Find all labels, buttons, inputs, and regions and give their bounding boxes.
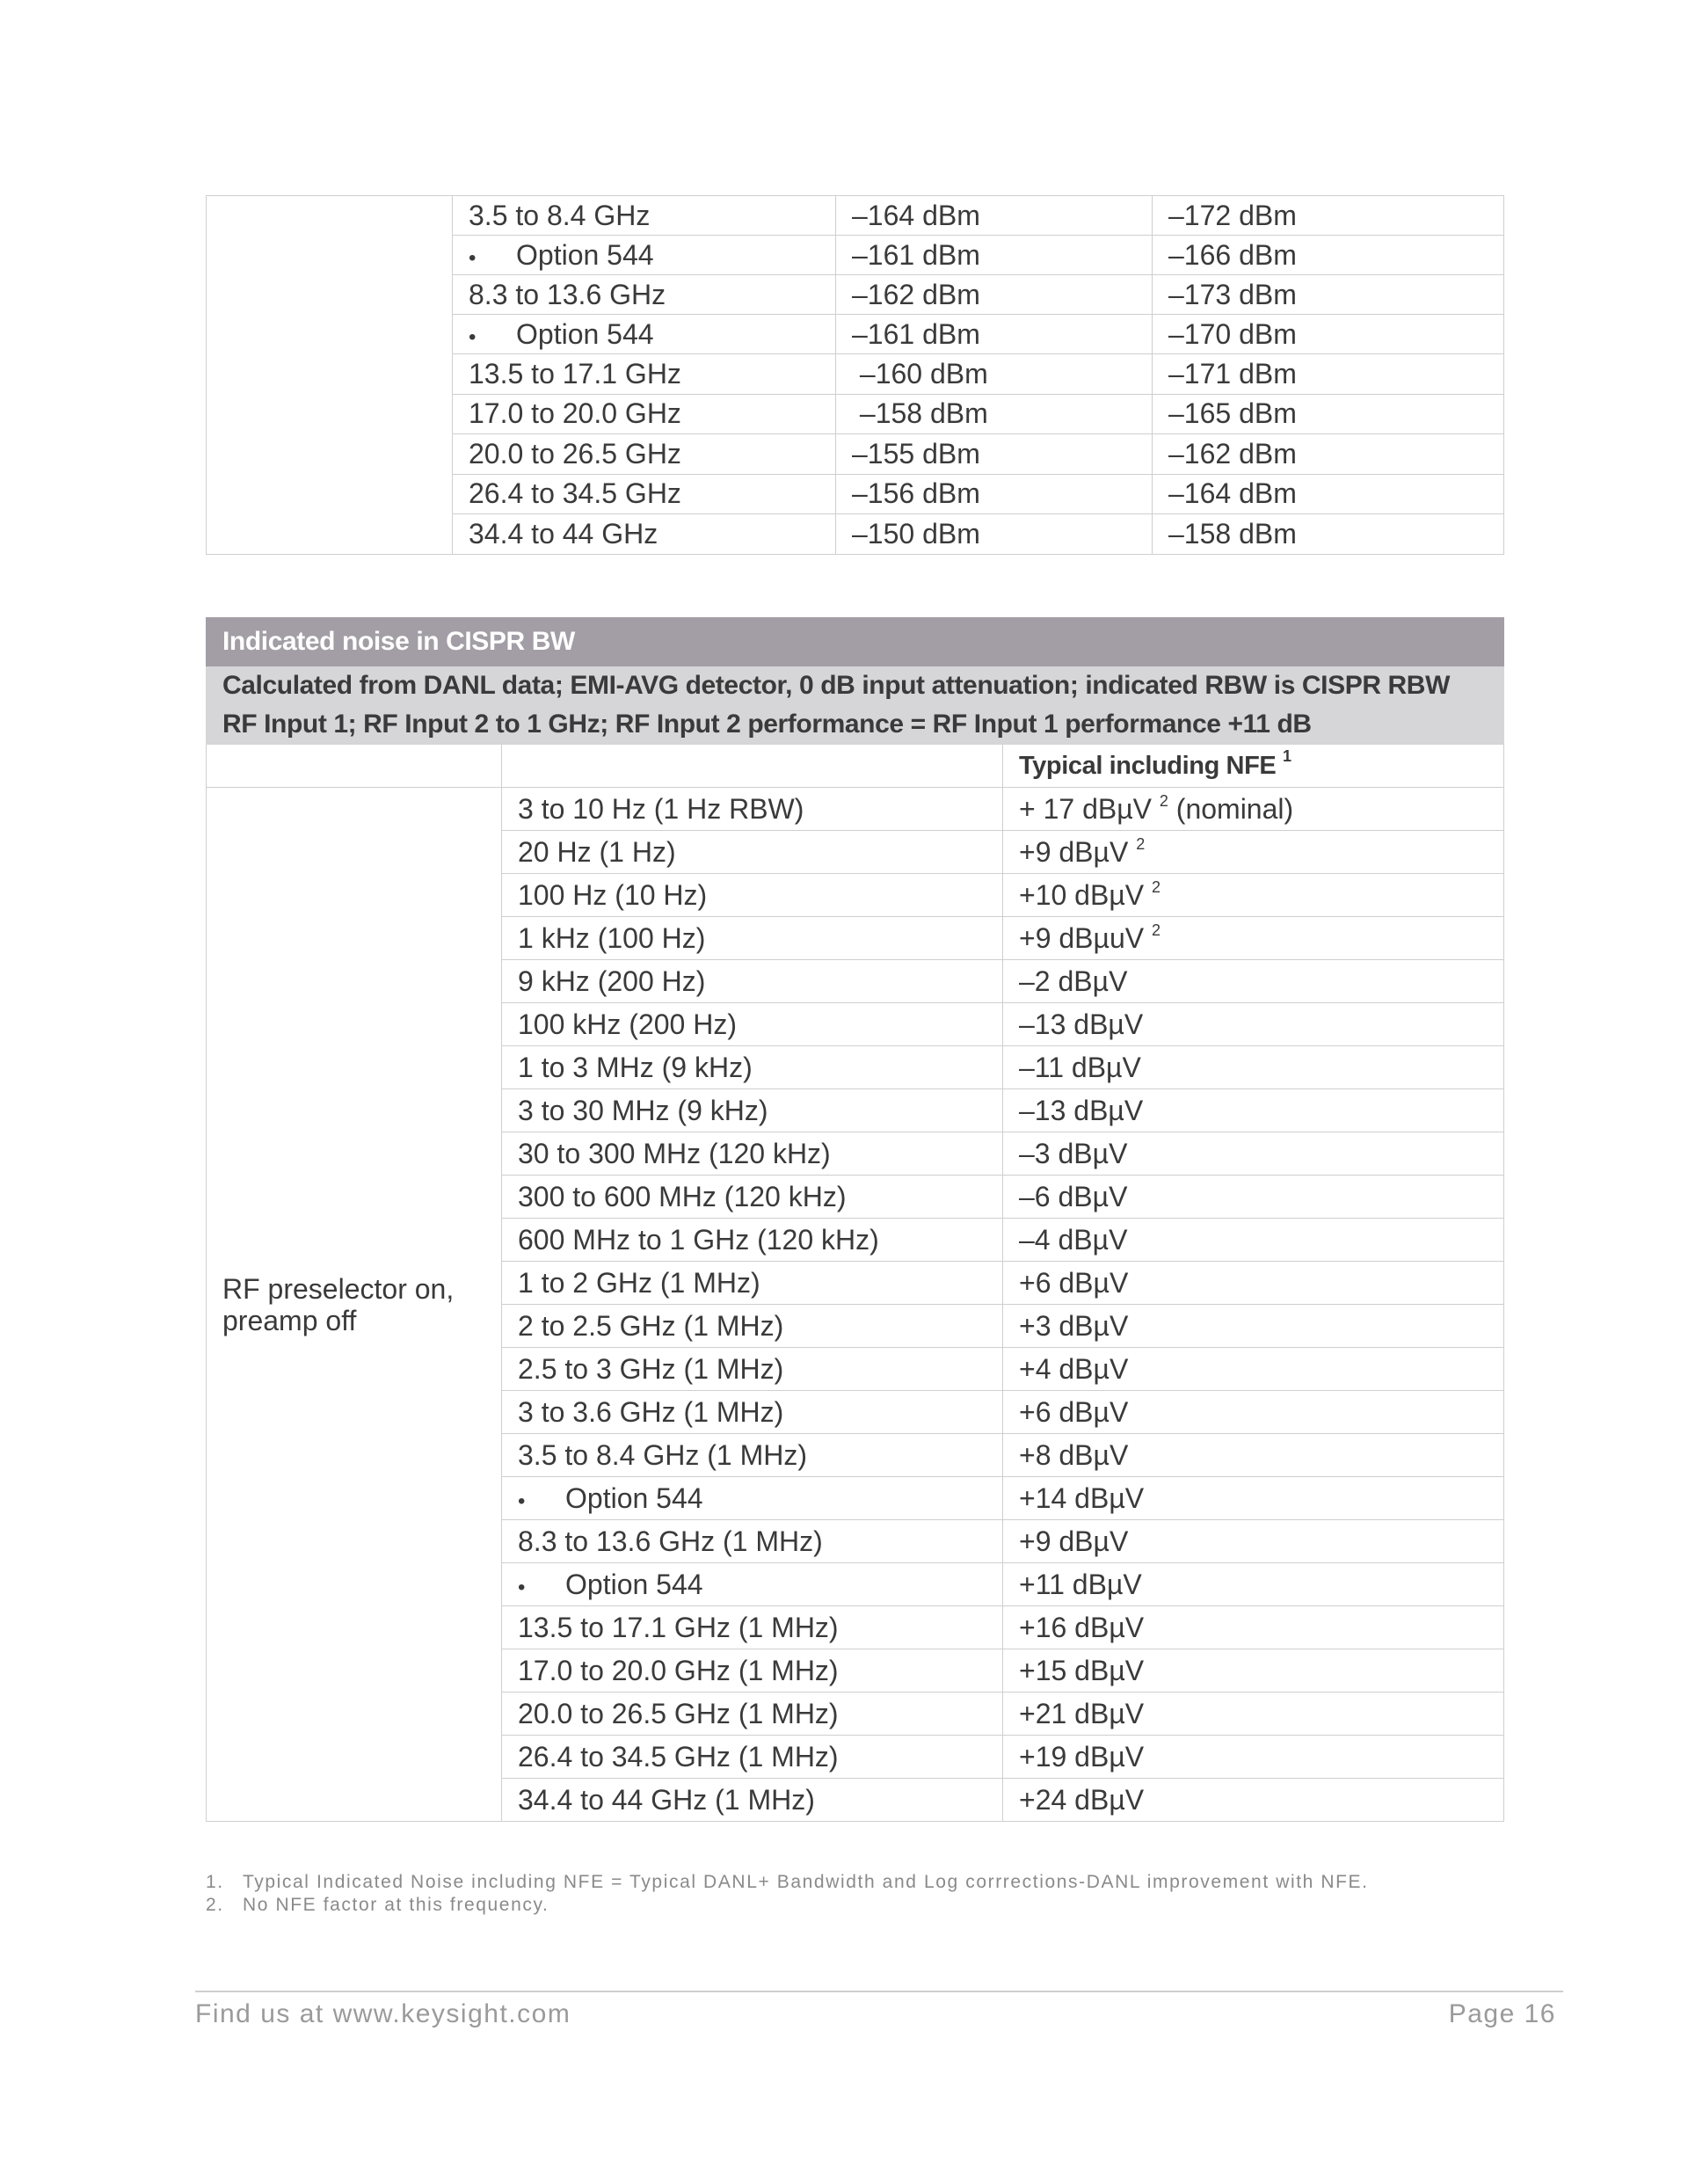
range-label: 2.5 to 3 GHz (1 MHz) [518, 1352, 784, 1385]
range-label: 100 kHz (200 Hz) [518, 1008, 737, 1040]
value-cell: –155 dBm [836, 434, 1153, 475]
value-text: +9 dBµV [1019, 1525, 1129, 1557]
footnote-ref: 2 [1151, 877, 1160, 896]
value-text: +4 dBµV [1019, 1352, 1129, 1385]
footnote-ref: 2 [1136, 834, 1146, 853]
range-label: 26.4 to 34.5 GHz (1 MHz) [518, 1740, 839, 1773]
range-label: 300 to 600 MHz (120 kHz) [518, 1180, 847, 1212]
value-cell [1003, 1348, 1504, 1391]
range-label: 9 kHz (200 Hz) [518, 965, 706, 997]
range-label: 3 to 10 Hz (1 Hz RBW) [518, 792, 804, 825]
empty-condition-cell [207, 196, 453, 555]
range-label: 13.5 to 17.1 GHz [469, 357, 681, 389]
range-cell [502, 1434, 1003, 1477]
value-text: +11 dBµV [1019, 1568, 1142, 1600]
range-cell [453, 474, 836, 514]
range-cell [502, 1606, 1003, 1649]
range-cell [502, 788, 1003, 831]
value-cell [1003, 1176, 1504, 1219]
bullet-icon: • [469, 245, 477, 270]
range-label: 100 Hz (10 Hz) [518, 878, 708, 911]
value-text: +8 dBµV [1019, 1438, 1129, 1471]
range-cell [453, 315, 836, 354]
value-cell [1003, 874, 1504, 917]
value-text: +21 dBµV [1019, 1697, 1145, 1729]
footnote [206, 1894, 1369, 1917]
range-cell [453, 434, 836, 475]
value-cell [1003, 1089, 1504, 1132]
table-title-row [207, 618, 1504, 666]
value-cell [1003, 1520, 1504, 1563]
range-cell [502, 1046, 1003, 1089]
range-label: 26.4 to 34.5 GHz [469, 477, 681, 510]
range-cell [502, 960, 1003, 1003]
value-text: –11 dBµV [1019, 1051, 1141, 1083]
table-row [207, 788, 1504, 831]
range-cell [502, 1563, 1003, 1606]
value-cell [1003, 1132, 1504, 1176]
footnotes [206, 1871, 1369, 1917]
value-text: +9 dBµuV [1019, 921, 1145, 954]
value-text: +6 dBµV [1019, 1266, 1129, 1299]
range-cell [502, 1391, 1003, 1434]
range-label: 3.5 to 8.4 GHz (1 MHz) [518, 1438, 807, 1471]
value-text: –6 dBµV [1019, 1180, 1128, 1212]
value-text: –4 dBµV [1019, 1223, 1128, 1256]
value-cell [1003, 831, 1504, 874]
range-cell [502, 1219, 1003, 1262]
footer-page-number: Page 16 [1448, 1999, 1556, 2028]
value-cell: –170 dBm [1153, 315, 1504, 354]
range-cell [453, 354, 836, 395]
value-cell: –158 dBm [1153, 514, 1504, 555]
range-cell [502, 917, 1003, 960]
value-text: –13 dBµV [1019, 1094, 1144, 1126]
table-subtitle-line2: RF Input 1; RF Input 2 to 1 GHz; RF Input 2 performance = RF Input 1 performance +11 dB [222, 710, 1312, 739]
footer-divider [195, 1991, 1563, 1992]
range-cell [502, 1089, 1003, 1132]
value-text: +9 dBµV [1019, 835, 1129, 868]
range-cell [502, 1132, 1003, 1176]
condition-cell: RF preselector on, preamp off [207, 788, 502, 1822]
value-cell [1003, 1563, 1504, 1606]
value-text: –3 dBµV [1019, 1137, 1128, 1169]
value-cell [1003, 1219, 1504, 1262]
range-cell [502, 1649, 1003, 1693]
value-cell: –161 dBm [836, 315, 1153, 354]
value-cell: –156 dBm [836, 474, 1153, 514]
footnote-text: No NFE factor at this frequency. [243, 1895, 549, 1915]
range-cell [453, 514, 836, 555]
value-cell: –160 dBm [836, 354, 1153, 395]
range-label: Option 544 [516, 317, 654, 350]
value-cell [1003, 1477, 1504, 1520]
range-cell [502, 1736, 1003, 1779]
range-label: 2 to 2.5 GHz (1 MHz) [518, 1309, 784, 1342]
range-cell [502, 874, 1003, 917]
value-cell [1003, 1606, 1504, 1649]
range-label: 8.3 to 13.6 GHz (1 MHz) [518, 1525, 823, 1557]
column-header-row [207, 745, 1504, 788]
footnote [206, 1871, 1369, 1894]
footnote-ref: 2 [1159, 791, 1168, 810]
range-label: 3.5 to 8.4 GHz [469, 199, 651, 231]
empty-header-cell [207, 745, 502, 788]
range-cell [502, 831, 1003, 874]
column-header-label: Typical including NFE [1019, 751, 1277, 780]
value-cell: –164 dBm [836, 196, 1153, 236]
value-cell: –173 dBm [1153, 275, 1504, 315]
value-note: (nominal) [1168, 792, 1294, 825]
footer-website: Find us at www.keysight.com [195, 1999, 571, 2028]
value-cell: –158 dBm [836, 394, 1153, 434]
value-cell: –150 dBm [836, 514, 1153, 555]
range-cell [502, 1477, 1003, 1520]
value-text: +16 dBµV [1019, 1611, 1145, 1643]
table-subtitle [207, 666, 1504, 745]
range-cell [453, 275, 836, 315]
table-row [207, 196, 1504, 236]
value-cell: –161 dBm [836, 236, 1153, 275]
range-label: Option 544 [565, 1481, 703, 1514]
range-label: 20.0 to 26.5 GHz [469, 437, 681, 470]
value-cell: –164 dBm [1153, 474, 1504, 514]
range-label: 3 to 3.6 GHz (1 MHz) [518, 1395, 784, 1428]
value-cell [1003, 1391, 1504, 1434]
value-cell: –166 dBm [1153, 236, 1504, 275]
column-header-typical [1003, 745, 1504, 788]
range-cell [502, 1262, 1003, 1305]
range-cell [453, 196, 836, 236]
range-cell [502, 1520, 1003, 1563]
value-text: +6 dBµV [1019, 1395, 1129, 1428]
value-cell [1003, 1434, 1504, 1477]
range-label: 1 to 2 GHz (1 MHz) [518, 1266, 760, 1299]
value-cell [1003, 1693, 1504, 1736]
footnote-text: Typical Indicated Noise including NFE = Typical DANL+ Bandwidth and Log corrrections-DANL improvement with NFE. [243, 1872, 1369, 1892]
empty-header-cell [502, 745, 1003, 788]
danl-table-continued [206, 195, 1504, 555]
bullet-icon: • [469, 324, 477, 349]
value-text: +3 dBµV [1019, 1309, 1129, 1342]
table-subtitle-row [207, 666, 1504, 745]
range-label: 13.5 to 17.1 GHz (1 MHz) [518, 1611, 839, 1643]
range-cell [502, 1779, 1003, 1822]
value-text: +10 dBµV [1019, 878, 1145, 911]
value-cell: –171 dBm [1153, 354, 1504, 395]
indicated-noise-table [206, 617, 1504, 1822]
range-label: 17.0 to 20.0 GHz (1 MHz) [518, 1654, 839, 1686]
value-cell [1003, 788, 1504, 831]
value-cell [1003, 1736, 1504, 1779]
value-cell [1003, 1046, 1504, 1089]
value-cell: –172 dBm [1153, 196, 1504, 236]
value-text: –13 dBµV [1019, 1008, 1144, 1040]
range-label: 34.4 to 44 GHz (1 MHz) [518, 1783, 815, 1816]
footnote-number: 1. [206, 1872, 224, 1892]
range-label: 17.0 to 20.0 GHz [469, 397, 681, 430]
value-text: + 17 dBµV [1019, 792, 1152, 825]
table-subtitle-line1: Calculated from DANL data; EMI-AVG detector, 0 dB input attenuation; indicated RBW is CISPR RBW [222, 671, 1450, 700]
range-cell [502, 1348, 1003, 1391]
range-label: 600 MHz to 1 GHz (120 kHz) [518, 1223, 879, 1256]
range-label: 8.3 to 13.6 GHz [469, 278, 666, 310]
value-cell [1003, 960, 1504, 1003]
range-cell [502, 1176, 1003, 1219]
value-cell [1003, 1305, 1504, 1348]
range-label: Option 544 [516, 238, 654, 271]
value-cell: –162 dBm [836, 275, 1153, 315]
value-text: +24 dBµV [1019, 1783, 1145, 1816]
value-cell [1003, 1003, 1504, 1046]
range-cell [453, 236, 836, 275]
value-cell [1003, 1649, 1504, 1693]
bullet-icon: • [518, 1489, 526, 1513]
range-cell [453, 394, 836, 434]
range-label: 20.0 to 26.5 GHz (1 MHz) [518, 1697, 839, 1729]
value-text: –2 dBµV [1019, 965, 1128, 997]
value-text: +19 dBµV [1019, 1740, 1145, 1773]
value-text: +14 dBµV [1019, 1481, 1145, 1514]
footnote-ref: 1 [1283, 746, 1291, 765]
range-cell [502, 1003, 1003, 1046]
footnote-ref: 2 [1151, 921, 1160, 939]
footnote-number: 2. [206, 1895, 224, 1915]
range-label: 1 to 3 MHz (9 kHz) [518, 1051, 753, 1083]
range-label: 34.4 to 44 GHz [469, 517, 658, 550]
value-cell: –162 dBm [1153, 434, 1504, 475]
range-label: 30 to 300 MHz (120 kHz) [518, 1137, 831, 1169]
value-cell [1003, 1779, 1504, 1822]
table-title: Indicated noise in CISPR BW [207, 618, 1504, 666]
range-label: Option 544 [565, 1568, 703, 1600]
value-cell [1003, 1262, 1504, 1305]
range-label: 1 kHz (100 Hz) [518, 921, 706, 954]
value-cell [1003, 917, 1504, 960]
range-cell [502, 1693, 1003, 1736]
value-cell: –165 dBm [1153, 394, 1504, 434]
range-label: 3 to 30 MHz (9 kHz) [518, 1094, 768, 1126]
range-cell [502, 1305, 1003, 1348]
value-text: +15 dBµV [1019, 1654, 1145, 1686]
range-label: 20 Hz (1 Hz) [518, 835, 676, 868]
bullet-icon: • [518, 1575, 526, 1599]
